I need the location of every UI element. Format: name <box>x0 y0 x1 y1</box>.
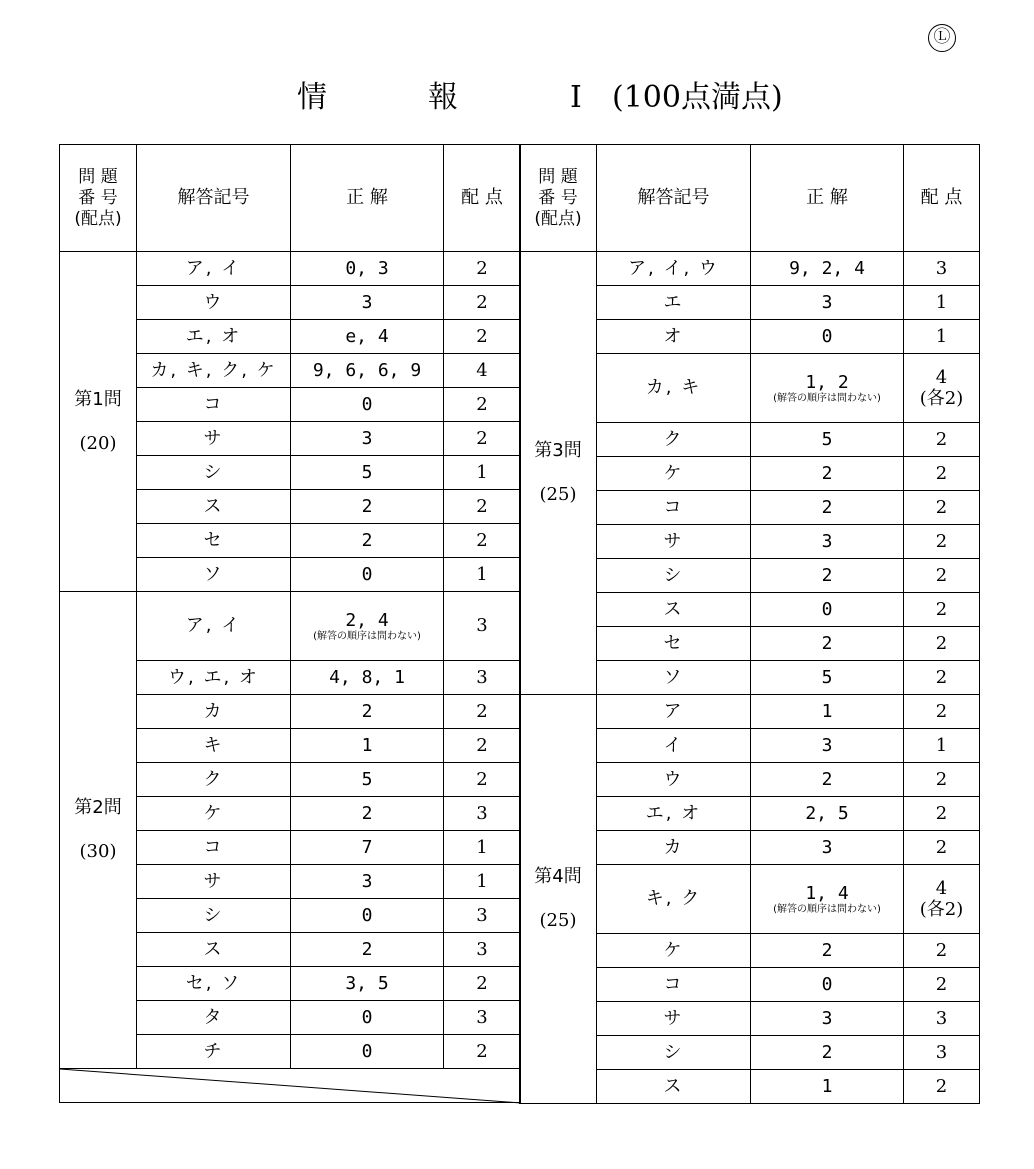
points: 3 <box>444 933 521 967</box>
points: 3 <box>904 252 980 286</box>
correct-answer-value: 2, 4 <box>345 609 389 631</box>
answer-symbol: ア, イ <box>137 592 291 661</box>
answer-symbol: ク <box>597 423 751 457</box>
points: 2 <box>904 423 980 457</box>
question-name: 第3問 <box>534 440 582 461</box>
points: 2 <box>444 490 521 524</box>
correct-answer: 3 <box>751 286 904 320</box>
title-full-marks: (100点満点) <box>612 80 783 115</box>
answer-row <box>520 695 980 729</box>
correct-answer: 3 <box>291 422 444 456</box>
points: 2 <box>904 491 980 525</box>
points: 2 <box>444 320 521 354</box>
points: 3 <box>444 899 521 933</box>
points: 3 <box>904 1002 980 1036</box>
correct-answer: 2 <box>751 763 904 797</box>
correct-answer: 9, 6, 6, 9 <box>291 354 444 388</box>
correct-answer: 0 <box>751 968 904 1002</box>
answer-symbol: オ <box>597 320 751 354</box>
points: 2 <box>444 695 521 729</box>
correct-answer: 3 <box>291 286 444 320</box>
question-cell-q3 <box>520 252 597 695</box>
answer-symbol: イ <box>597 729 751 763</box>
correct-answer: 5 <box>751 661 904 695</box>
header-question-line: 問 題 <box>538 166 578 187</box>
correct-answer: 2 <box>751 491 904 525</box>
points-each: (各2) <box>919 898 964 920</box>
question-cell-q2 <box>60 592 137 1069</box>
answer-symbol: ス <box>597 593 751 627</box>
question-total-points: (30) <box>79 841 117 862</box>
answer-symbol: シ <box>137 899 291 933</box>
header-row <box>520 145 980 252</box>
points: 3 <box>444 661 521 695</box>
diagonal-slash <box>60 1069 521 1104</box>
answer-table-right-body <box>520 145 980 1104</box>
correct-answer: 3 <box>751 1002 904 1036</box>
answer-symbol: サ <box>597 1002 751 1036</box>
correct-answer: 0 <box>291 1001 444 1035</box>
answer-symbol: ス <box>137 490 291 524</box>
any-order-note: (解答の順序は問わない) <box>773 392 881 404</box>
answer-symbol: シ <box>597 559 751 593</box>
header-question-line: (配点) <box>534 208 582 229</box>
answer-table-left <box>59 144 521 1103</box>
answer-symbol: カ, キ <box>597 354 751 423</box>
answer-symbol: カ <box>597 831 751 865</box>
answer-table-right <box>519 144 980 1104</box>
correct-answer: 0 <box>751 593 904 627</box>
points: 1 <box>904 286 980 320</box>
points: 2 <box>444 388 521 422</box>
answer-row <box>60 252 521 286</box>
answer-symbol: エ, オ <box>137 320 291 354</box>
question-gap <box>60 818 136 842</box>
correct-answer: 2 <box>291 695 444 729</box>
points: 2 <box>444 729 521 763</box>
points: 2 <box>444 763 521 797</box>
points: 2 <box>904 457 980 491</box>
answer-symbol: セ <box>597 627 751 661</box>
points: 4 <box>444 354 521 388</box>
answer-row <box>520 252 980 286</box>
answer-symbol: シ <box>597 1036 751 1070</box>
correct-answer: 1 <box>751 1070 904 1104</box>
correct-answer: 3 <box>751 525 904 559</box>
points: 2 <box>904 661 980 695</box>
correct-answer: 7 <box>291 831 444 865</box>
answer-symbol: チ <box>137 1035 291 1069</box>
question-total-points: (20) <box>79 432 117 454</box>
correct-answer <box>751 865 904 934</box>
correct-answer: 2 <box>751 627 904 661</box>
points: 2 <box>904 797 980 831</box>
answer-row <box>60 592 521 661</box>
answer-symbol: エ <box>597 286 751 320</box>
points: 1 <box>444 456 521 490</box>
correct-answer: 1 <box>291 729 444 763</box>
answer-symbol: ア <box>597 695 751 729</box>
answer-symbol: セ <box>137 524 291 558</box>
header-question-line: 番 号 <box>538 187 578 208</box>
correct-answer: 0 <box>751 320 904 354</box>
answer-symbol: ソ <box>137 558 291 592</box>
answer-symbol: サ <box>597 525 751 559</box>
header-question-line: 問 題 <box>78 166 118 187</box>
header-question-number <box>520 145 597 252</box>
header-answer-symbol: 解答記号 <box>597 145 751 252</box>
correct-answer: 2 <box>291 797 444 831</box>
header-answer-symbol: 解答記号 <box>137 145 291 252</box>
question-total-points: (25) <box>539 484 577 505</box>
answer-symbol: ア, イ <box>137 252 291 286</box>
correct-answer: 3 <box>751 729 904 763</box>
correct-answer: 2 <box>751 559 904 593</box>
points: 2 <box>904 559 980 593</box>
points: 2 <box>444 967 521 1001</box>
header-question-line: 番 号 <box>78 187 118 208</box>
answer-symbol: ケ <box>597 457 751 491</box>
points-value: 4 <box>935 366 948 388</box>
answer-symbol: カ <box>137 695 291 729</box>
answer-symbol: コ <box>597 968 751 1002</box>
answer-symbol: ク <box>137 763 291 797</box>
points: 3 <box>444 592 521 661</box>
answer-symbol: コ <box>137 831 291 865</box>
answer-symbol: タ <box>137 1001 291 1035</box>
answer-symbol: ウ <box>597 763 751 797</box>
answer-symbol: ア, イ, ウ <box>597 252 751 286</box>
question-cell-q4 <box>520 695 597 1104</box>
question-name: 第1問 <box>74 388 122 410</box>
correct-answer: 0, 3 <box>291 252 444 286</box>
correct-answer: 4, 8, 1 <box>291 661 444 695</box>
answer-symbol: カ, キ, ク, ケ <box>137 354 291 388</box>
points: 2 <box>444 286 521 320</box>
header-correct-answer: 正 解 <box>751 145 904 252</box>
blank-diagonal-cell <box>60 1069 521 1103</box>
correct-answer-value: 1, 2 <box>805 371 849 393</box>
title-subject-char-1: 情 <box>297 80 327 115</box>
answer-symbol: ケ <box>137 797 291 831</box>
points: 1 <box>904 729 980 763</box>
title-subject-numeral: Ⅰ <box>570 80 582 115</box>
correct-answer: 2 <box>291 933 444 967</box>
points: 2 <box>444 524 521 558</box>
question-total-points: (25) <box>539 910 577 931</box>
answer-symbol: サ <box>137 865 291 899</box>
correct-answer: 2, 5 <box>751 797 904 831</box>
correct-answer: 5 <box>291 763 444 797</box>
correct-answer: 5 <box>751 423 904 457</box>
answer-symbol: サ <box>137 422 291 456</box>
answer-symbol: ケ <box>597 934 751 968</box>
points: 1 <box>444 831 521 865</box>
question-name: 第4問 <box>534 866 582 887</box>
correct-answer: 0 <box>291 558 444 592</box>
title-subject-char-2: 報 <box>428 80 458 115</box>
answer-symbol: ウ, エ, オ <box>137 661 291 695</box>
points: 2 <box>904 968 980 1002</box>
any-order-note: (解答の順序は問わない) <box>313 630 421 642</box>
correct-answer: 5 <box>291 456 444 490</box>
points: 3 <box>444 797 521 831</box>
points: 2 <box>444 422 521 456</box>
answer-table-left-body <box>60 145 521 1103</box>
answer-symbol: シ <box>137 456 291 490</box>
points: 2 <box>444 1035 521 1069</box>
question-name: 第2問 <box>74 797 122 818</box>
points-each: (各2) <box>919 387 964 409</box>
correct-answer: 0 <box>291 899 444 933</box>
correct-answer: 2 <box>291 524 444 558</box>
header-points: 配 点 <box>904 145 980 252</box>
answer-symbol: コ <box>597 491 751 525</box>
points: 1 <box>444 865 521 899</box>
points: 3 <box>904 1036 980 1070</box>
correct-answer: 3 <box>751 831 904 865</box>
header-question-line: (配点) <box>74 208 122 229</box>
answer-symbol: セ, ソ <box>137 967 291 1001</box>
question-cell-q1 <box>60 252 137 592</box>
answer-symbol: ス <box>597 1070 751 1104</box>
header-row <box>60 145 521 252</box>
answer-symbol: キ <box>137 729 291 763</box>
points: 1 <box>444 558 521 592</box>
question-gap <box>60 410 136 434</box>
correct-answer: 9, 2, 4 <box>751 252 904 286</box>
correct-answer: 0 <box>291 1035 444 1069</box>
page-title <box>0 78 1034 118</box>
points: 2 <box>904 763 980 797</box>
points: 2 <box>904 695 980 729</box>
points: 2 <box>444 252 521 286</box>
points: 2 <box>904 934 980 968</box>
correct-answer: 2 <box>291 490 444 524</box>
header-correct-answer: 正 解 <box>291 145 444 252</box>
correct-answer: 2 <box>751 457 904 491</box>
correct-answer-value: 1, 4 <box>805 882 849 904</box>
correct-answer: 2 <box>751 1036 904 1070</box>
points: 1 <box>904 320 980 354</box>
correct-answer: 3, 5 <box>291 967 444 1001</box>
question-gap <box>520 887 596 911</box>
correct-answer <box>751 354 904 423</box>
header-points: 配 点 <box>444 145 521 252</box>
correct-answer <box>291 592 444 661</box>
blank-row <box>60 1069 521 1103</box>
answer-symbol: ソ <box>597 661 751 695</box>
correct-answer: 0 <box>291 388 444 422</box>
correct-answer: 1 <box>751 695 904 729</box>
answer-symbol: ス <box>137 933 291 967</box>
points-value: 4 <box>935 877 948 899</box>
correct-answer: 2 <box>751 934 904 968</box>
correct-answer: e, 4 <box>291 320 444 354</box>
points: 2 <box>904 1070 980 1104</box>
any-order-note: (解答の順序は問わない) <box>773 903 881 915</box>
points: 2 <box>904 593 980 627</box>
points: 2 <box>904 627 980 661</box>
points: 2 <box>904 525 980 559</box>
points <box>904 865 980 934</box>
answer-symbol: キ, ク <box>597 865 751 934</box>
answer-symbol: ウ <box>137 286 291 320</box>
points: 2 <box>904 831 980 865</box>
header-question-number <box>60 145 137 252</box>
question-gap <box>520 461 596 485</box>
corner-mark: Ⓛ <box>928 24 956 52</box>
points: 3 <box>444 1001 521 1035</box>
answer-symbol: エ, オ <box>597 797 751 831</box>
points <box>904 354 980 423</box>
answer-symbol: コ <box>137 388 291 422</box>
correct-answer: 3 <box>291 865 444 899</box>
